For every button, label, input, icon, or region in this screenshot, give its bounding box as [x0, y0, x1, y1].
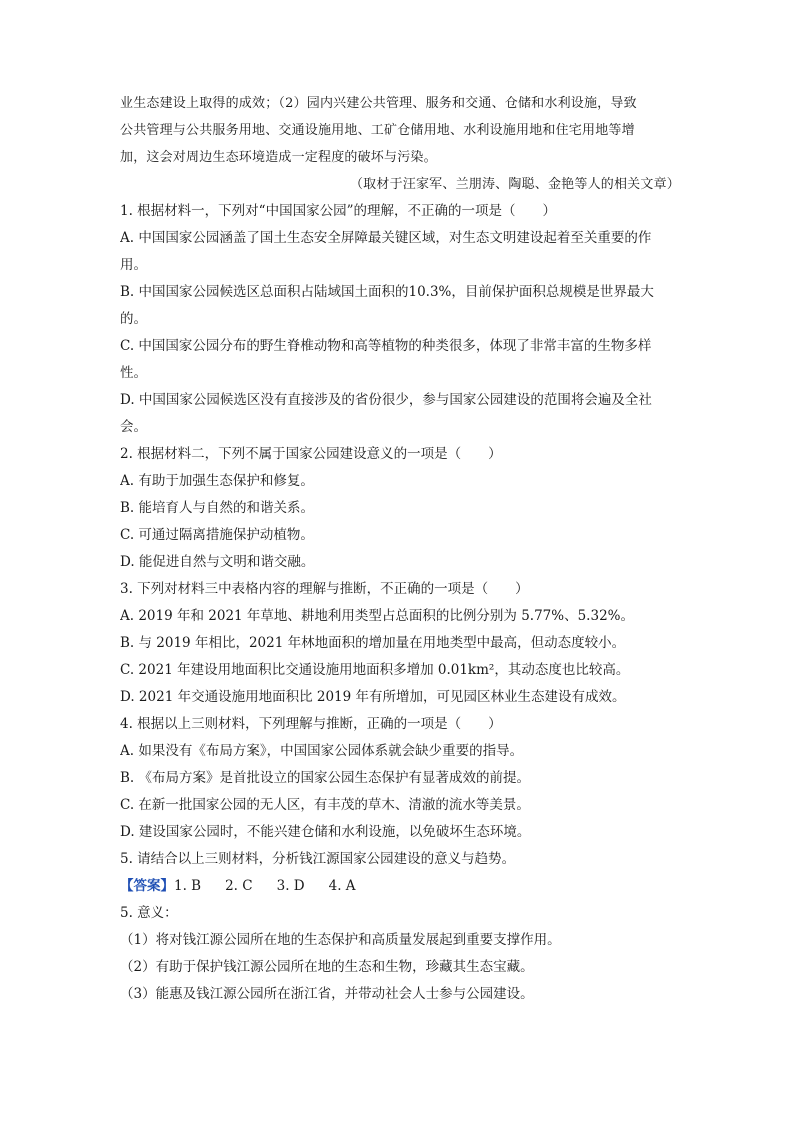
question-4: 4. 根据以上三则材料，下列理解与推断，正确的一项是（ ） [120, 716, 502, 732]
option-line: C. 可通过隔离措施保护动植物。 [120, 527, 314, 543]
option-line: D. 建设国家公园时，不能兴建仓储和水利设施，以免破坏生态环境。 [120, 824, 531, 840]
explain-line: （2）有助于保护钱江源公园所在地的生态和生物，珍藏其生态宝藏。 [120, 959, 534, 975]
question-2: 2. 根据材料二，下列不属于国家公园建设意义的一项是（ ） [120, 446, 502, 462]
answer-label: 【答案】 [120, 878, 174, 894]
option-line: B. 能培育人与自然的和谐关系。 [120, 500, 315, 516]
explain-heading: 5. 意义： [120, 905, 178, 921]
option-line: C. 中国国家公园分布的野生脊椎动物和高等植物的种类很多，体现了非常丰富的生物多样 [120, 338, 652, 354]
option-line: A. 有助于加强生态保护和修复。 [120, 473, 314, 489]
explain-line: （3）能惠及钱江源公园所在浙江省，并带动社会人士参与公园建设。 [120, 986, 534, 1002]
passage-line: 公共管理与公共服务用地、交通设施用地、工矿仓储用地、水利设施用地和住宅用地等增 [120, 123, 635, 138]
answer-item: 3. D [276, 878, 305, 894]
question-3: 3. 下列对材料三中表格内容的理解与推断，不正确的一项是（ ） [120, 581, 529, 597]
answer-line [120, 873, 680, 900]
question-5: 5. 请结合以上三则材料，分析钱江源国家公园建设的意义与趋势。 [120, 851, 516, 867]
answer-item: 4. A [328, 878, 356, 894]
option-line: 用。 [120, 257, 147, 273]
option-line: B. 与 2019 年相比，2021 年林地面积的增加量在用地类型中最高，但动态度较小。 [120, 635, 626, 651]
option-line: D. 能促进自然与文明和谐交融。 [120, 554, 315, 570]
source-citation: （取材于汪家军、兰朋涛、陶聪、金艳等人的相关文章） [349, 177, 680, 192]
document-page [120, 90, 680, 1008]
answer-item: 1. B [174, 878, 202, 894]
option-line: A. 中国国家公园涵盖了国土生态安全屏障最关键区域，对生态文明建设起着至关重要的作 [120, 230, 652, 246]
option-line: A. 如果没有《布局方案》，中国国家公园体系就会缺少重要的指导。 [120, 743, 524, 759]
option-line: C. 2021 年建设用地面积比交通设施用地面积多增加 0.01km²，其动态度也比较高。 [120, 662, 630, 678]
option-line: 会。 [120, 419, 147, 435]
option-line: 性。 [120, 365, 147, 381]
passage-line: 业生态建设上取得的成效；（2）园内兴建公共管理、服务和交通、仓储和水利设施，导致 [120, 96, 637, 111]
answer-item: 2. C [225, 878, 253, 894]
explain-line: （1）将对钱江源公园所在地的生态保护和高质量发展起到重要支撑作用。 [120, 932, 561, 948]
option-line: B. 《布局方案》是首批设立的国家公园生态保护有显著成效的前提。 [120, 770, 531, 786]
option-line: C. 在新一批国家公园的无人区，有丰茂的草木、清澈的流水等美景。 [120, 797, 530, 813]
option-line: 的。 [120, 311, 147, 327]
option-line: D. 2021 年交通设施用地面积比 2019 年有所增加，可见园区林业生态建设有成效。 [120, 689, 626, 705]
option-line: A. 2019 年和 2021 年草地、耕地利用类型占总面积的比例分别为 5.77%、5.32%。 [120, 608, 634, 624]
option-line: B. 中国国家公园候选区总面积占陆域国土面积的10.3%，目前保护面积总规模是世界最大 [120, 284, 654, 300]
option-line: D. 中国国家公园候选区没有直接涉及的省份很少，参与国家公园建设的范围将会遍及全社 [120, 392, 652, 408]
passage-line: 加，这会对周边生态环境造成一定程度的破坏与污染。 [120, 150, 437, 165]
question-1: 1. 根据材料一，下列对“中国国家公园”的理解，不正确的一项是（ ） [120, 203, 556, 219]
